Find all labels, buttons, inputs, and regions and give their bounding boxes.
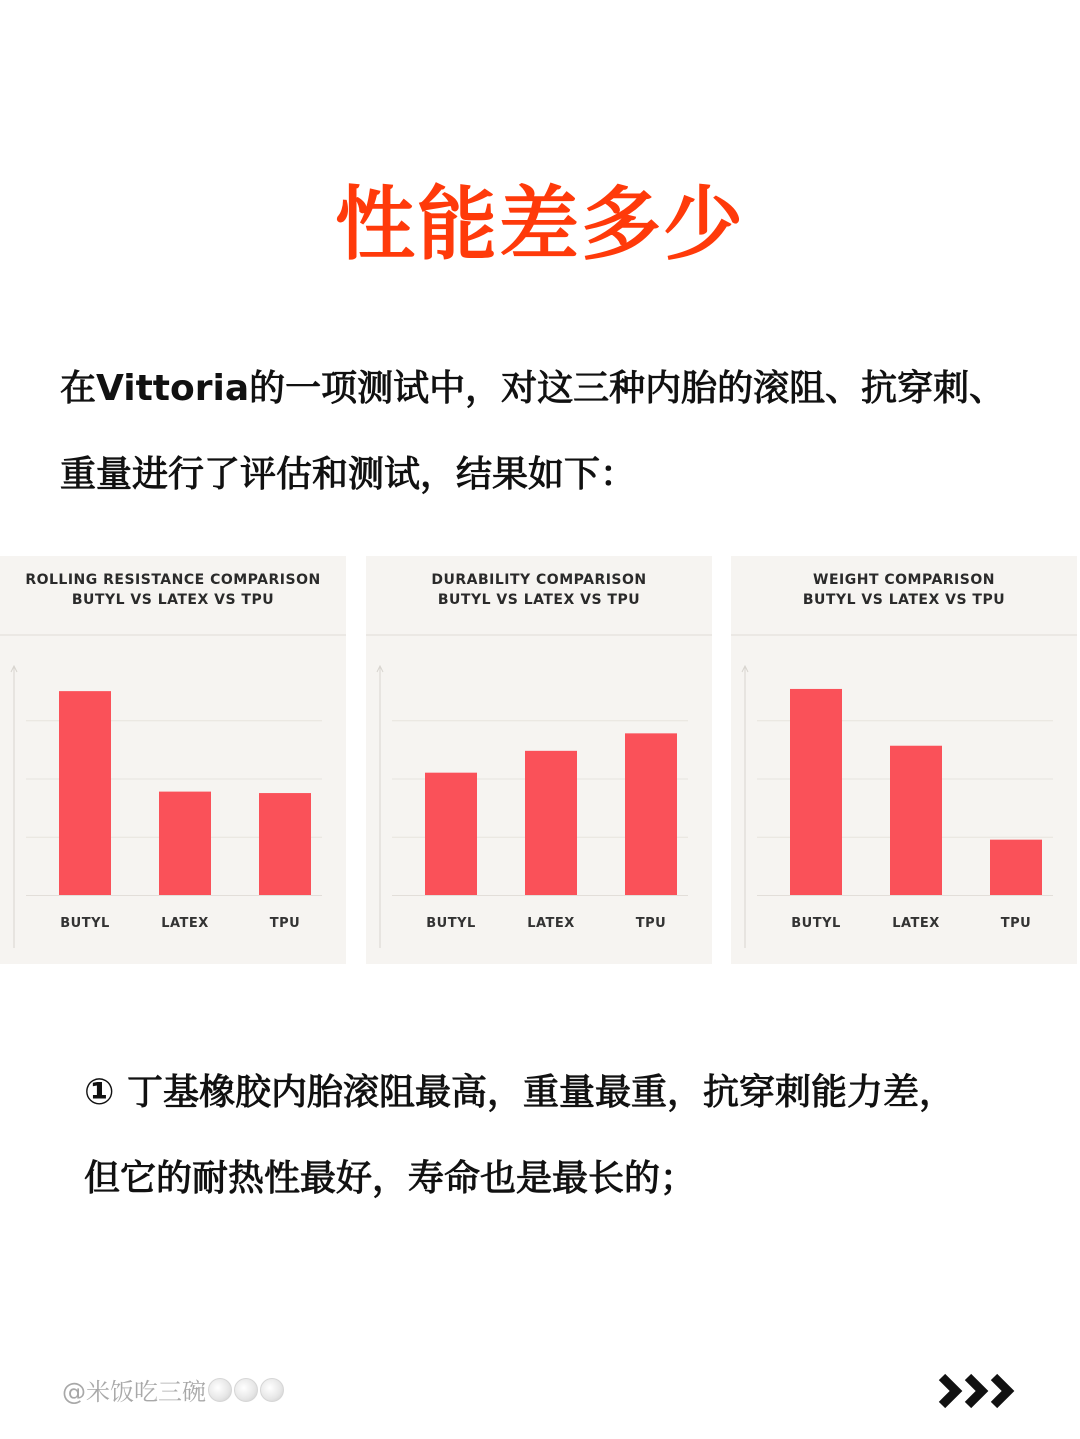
- chart-plot: [0, 636, 346, 964]
- author-name: @米饭吃三碗: [62, 1378, 206, 1406]
- chart-plot: [731, 636, 1077, 964]
- bar-tpu: [990, 840, 1042, 895]
- chart-header: [366, 556, 712, 636]
- author-tag[interactable]: [62, 1372, 284, 1407]
- bowl-icon: [234, 1378, 258, 1402]
- triple-chevron-right-icon[interactable]: [936, 1372, 1022, 1410]
- x-tick-label: TPU: [269, 916, 301, 931]
- x-tick-label: LATEX: [161, 916, 209, 931]
- chart-subtitle: BUTYL VS LATEX VS TPU: [71, 592, 275, 608]
- x-tick-label: LATEX: [892, 916, 940, 931]
- bar-butyl: [790, 689, 842, 895]
- weight-chart: [731, 556, 1077, 964]
- bowl-icon: [260, 1378, 284, 1402]
- x-tick-label: BUTYL: [60, 916, 110, 931]
- x-tick-label: BUTYL: [791, 916, 841, 931]
- rolling-resistance-chart: [0, 556, 346, 964]
- bar-butyl: [425, 773, 477, 895]
- bar-latex: [890, 746, 942, 895]
- bar-latex: [525, 751, 577, 895]
- x-tick-label: TPU: [635, 916, 667, 931]
- bar-butyl: [59, 691, 111, 895]
- chart-subtitle: BUTYL VS LATEX VS TPU: [802, 592, 1006, 608]
- page-title: 性能差多少: [335, 178, 745, 271]
- chart-title: DURABILITY COMPARISON: [431, 572, 647, 588]
- chart-header: [0, 556, 346, 636]
- chart-plot: [366, 636, 712, 964]
- chart-title: WEIGHT COMPARISON: [813, 572, 995, 588]
- bar-tpu: [259, 793, 311, 895]
- chart-header: [731, 556, 1077, 636]
- bar-tpu: [625, 733, 677, 895]
- durability-chart: [366, 556, 712, 964]
- x-tick-label: TPU: [1000, 916, 1032, 931]
- intro-paragraph: 在Vittoria的一项测试中，对这三种内胎的滚阻、抗穿刺、重量进行了评估和测试，结果如下：: [60, 368, 1006, 495]
- x-tick-label: LATEX: [527, 916, 575, 931]
- x-tick-label: BUTYL: [426, 916, 476, 931]
- chart-title: ROLLING RESISTANCE COMPARISON: [25, 572, 321, 588]
- chart-subtitle: BUTYL VS LATEX VS TPU: [437, 592, 641, 608]
- bar-latex: [159, 792, 211, 895]
- bowl-icon: [208, 1378, 232, 1402]
- point-one-text: ① 丁基橡胶内胎滚阻最高，重量最重，抗穿刺能力差，但它的耐热性最好，寿命也是最长的；: [84, 1072, 956, 1199]
